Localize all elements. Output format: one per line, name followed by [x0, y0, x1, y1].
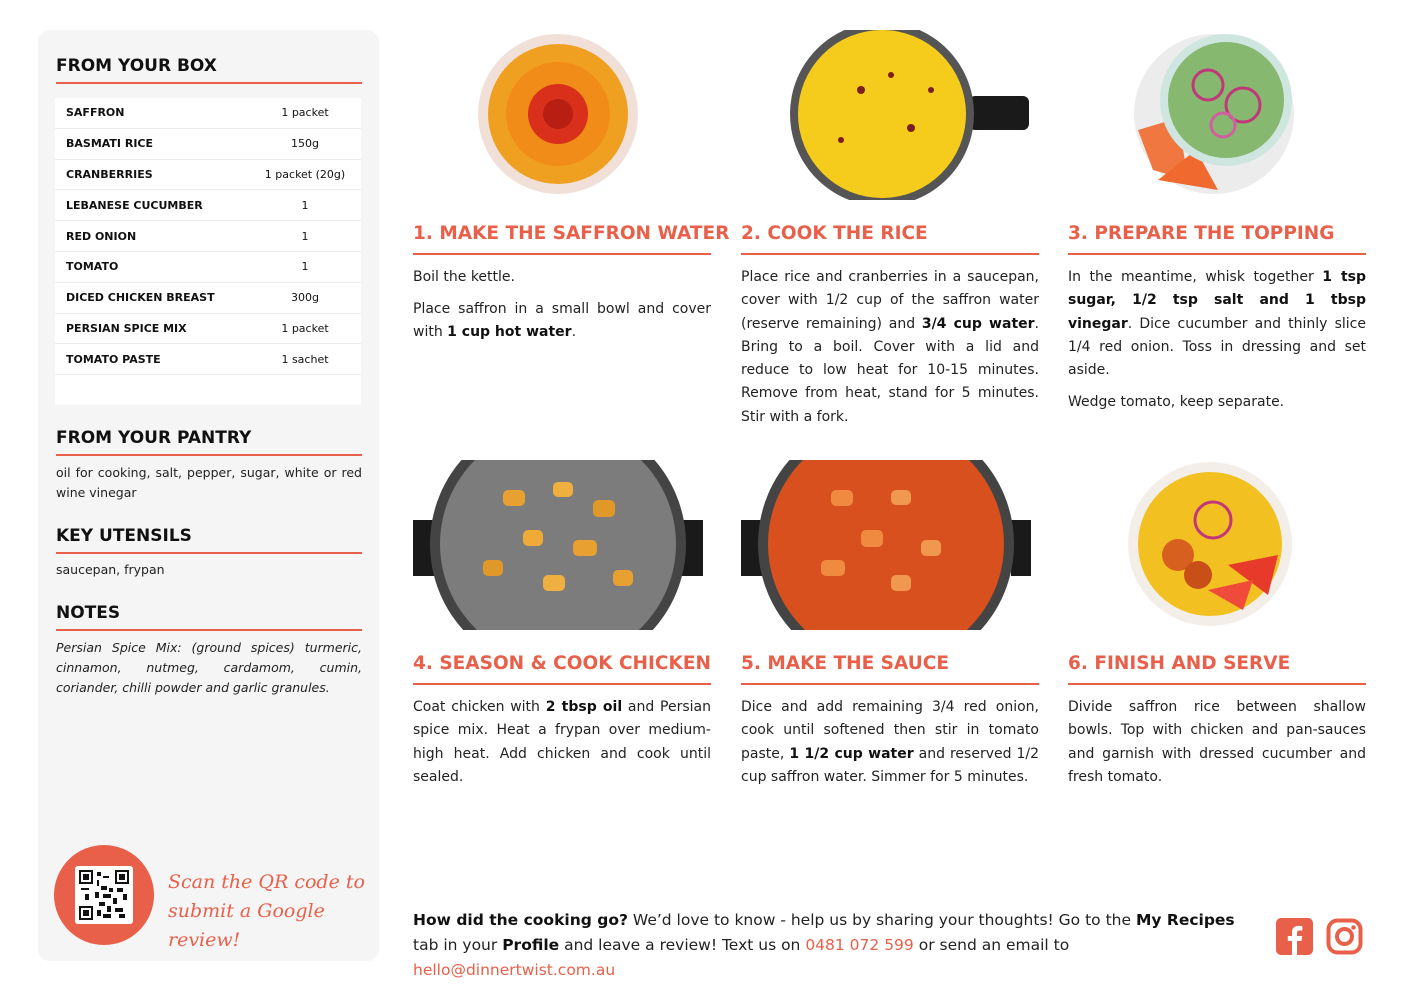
step-4-title: 4. SEASON & COOK CHICKEN — [413, 653, 711, 674]
ingredient-qty: 1 packet — [281, 106, 329, 120]
ingredient-qty: 1 packet (20g) — [264, 167, 346, 181]
step-emphasis: 1 tsp sugar, 1/2 tsp salt and 1 tbsp vinegar — [1068, 269, 1366, 332]
step-3 — [1068, 30, 1366, 450]
step-1-title: 1. MAKE THE SAFFRON WATER — [413, 223, 730, 244]
ingredient-name: TOMATO — [66, 260, 119, 274]
served-bowl-photo — [1068, 460, 1366, 630]
step-4-body — [413, 696, 711, 798]
step-paragraph — [1068, 266, 1366, 382]
step-4-rule — [413, 683, 711, 685]
step-text: Place rice and cranberries in a saucepan, cover with 1/2 cup of the saffron water (reserve remaining) and — [741, 269, 1039, 332]
step-1-rule — [413, 253, 711, 255]
phone-link[interactable]: 0481 072 599 — [805, 936, 914, 954]
step-3-rule — [1068, 253, 1366, 255]
box-heading-rule — [56, 82, 362, 84]
ingredient-qty: 1 — [301, 260, 309, 274]
ingredient-name: LEBANESE CUCUMBER — [66, 198, 203, 212]
utensils-text: saucepan, frypan — [56, 562, 165, 577]
step-text: In the meantime, whisk together — [1068, 269, 1323, 285]
step-2-rule — [741, 253, 1039, 255]
qr-caption — [168, 868, 368, 955]
ingredient-name: BASMATI RICE — [66, 137, 154, 151]
step-text: Divide saffron rice between shallow bowls. Top with chicken and pan-sauces and garnish with dressed cucumber and fresh tomato. — [1068, 699, 1366, 785]
ingredient-qty: 150g — [291, 137, 319, 151]
utensils-heading-rule — [56, 552, 362, 554]
pantry-heading-rule — [56, 454, 362, 456]
chicken-frypan-photo — [413, 460, 711, 630]
pantry-heading: FROM YOUR PANTRY — [56, 428, 252, 448]
step-text: Dice and add remaining 3/4 red onion, cook until softened then stir in tomato paste, — [741, 699, 1039, 762]
ingredient-name: CRANBERRIES — [66, 167, 153, 181]
step-text: and reserved 1/2 cup saffron water. Simmer for 5 minutes. — [741, 745, 1040, 785]
ingredient-row — [55, 252, 361, 283]
step-4 — [413, 460, 711, 880]
step-1-body — [413, 266, 711, 353]
rice-saucepan-photo — [741, 30, 1039, 200]
step-5 — [741, 460, 1039, 880]
pantry-text: oil for cooking, salt, pepper, sugar, white or red wine vinegar — [56, 465, 362, 500]
footer-question: How did the cooking go? — [413, 911, 628, 929]
step-paragraph — [741, 696, 1039, 789]
ingredient-name: RED ONION — [66, 229, 137, 243]
ingredient-qty: 1 — [301, 229, 309, 243]
ingredient-qty: 300g — [291, 291, 319, 305]
footer-profile: Profile — [502, 936, 560, 954]
step-6-title: 6. FINISH AND SERVE — [1068, 653, 1291, 674]
ingredient-qty: 1 — [301, 198, 309, 212]
step-6 — [1068, 460, 1366, 880]
instagram-icon[interactable] — [1326, 918, 1363, 955]
step-1 — [413, 30, 730, 450]
ingredient-row — [55, 344, 361, 375]
ingredient-row — [55, 190, 361, 221]
step-2-title: 2. COOK THE RICE — [741, 223, 928, 244]
step-text: Coat chicken with — [413, 699, 546, 715]
notes-text: Persian Spice Mix: (ground spices) turmeric, cinnamon, nutmeg, cardamom, cumin, coriander, chilli powder and garlic granules. — [56, 640, 362, 695]
sidebar — [38, 30, 379, 961]
step-3-title: 3. PREPARE THE TOPPING — [1068, 223, 1335, 244]
ingredient-row — [55, 160, 361, 191]
footer-my-recipes: My Recipes — [1135, 911, 1235, 929]
sauce-frypan-photo — [741, 460, 1039, 630]
step-text: Place saffron in a small bowl and cover with — [413, 300, 711, 341]
step-emphasis: 1 1/2 cup water — [789, 745, 914, 762]
footer-text-3: and leave a review! Text us on — [559, 936, 806, 954]
ingredient-qty: 1 sachet — [281, 352, 329, 366]
ingredient-name: DICED CHICKEN BREAST — [66, 291, 215, 305]
step-text: . — [571, 324, 577, 341]
step-text: Boil the kettle. — [413, 269, 515, 285]
step-3-body — [1068, 266, 1366, 423]
qr-caption-line-2: submit a Google review! — [168, 900, 325, 951]
notes-heading-rule — [56, 629, 362, 631]
ingredient-row — [55, 314, 361, 345]
utensils-heading: KEY UTENSILS — [56, 526, 192, 546]
footer-text-4: or send an email to — [913, 936, 1070, 954]
ingredient-row — [55, 283, 361, 314]
qr-badge[interactable] — [54, 845, 154, 945]
qr-caption-line-1: Scan the QR code to — [168, 871, 365, 893]
step-5-title: 5. MAKE THE SAUCE — [741, 653, 949, 674]
step-text: . Dice cucumber and thinly slice 1/4 red onion. Toss in dressing and set aside. — [1068, 315, 1366, 379]
step-paragraph — [741, 266, 1039, 429]
step-emphasis: 1 cup hot water — [447, 324, 572, 341]
step-paragraph — [413, 696, 711, 789]
step-paragraph — [413, 298, 711, 345]
facebook-icon[interactable] — [1276, 918, 1313, 955]
review-footer — [413, 908, 1258, 983]
step-2-body — [741, 266, 1039, 438]
step-emphasis: 2 tbsp oil — [545, 699, 623, 715]
step-text: . Bring to a boil. Cover with a lid and reduce to low heat for 10-15 minutes. Remove from heat, stand for 5 minutes. Stir with a fork. — [741, 315, 1039, 425]
step-emphasis: 3/4 cup water — [921, 315, 1035, 332]
step-6-body — [1068, 696, 1366, 798]
ingredient-row — [55, 221, 361, 252]
ingredient-row — [55, 98, 361, 129]
saffron-water-photo — [413, 30, 711, 200]
notes-heading: NOTES — [56, 603, 121, 623]
ingredient-row — [55, 129, 361, 160]
ingredient-name: PERSIAN SPICE MIX — [66, 321, 187, 335]
step-2 — [741, 30, 1039, 450]
ingredients-table — [55, 98, 361, 405]
step-5-body — [741, 696, 1039, 798]
step-paragraph — [1068, 391, 1366, 414]
ingredient-qty: 1 packet — [281, 321, 329, 335]
step-6-rule — [1068, 683, 1366, 685]
email-link[interactable]: hello@dinnertwist.com.au — [413, 961, 616, 979]
topping-bowl-photo — [1068, 30, 1366, 200]
step-paragraph — [1068, 696, 1366, 789]
qr-code-icon[interactable] — [75, 866, 133, 924]
step-paragraph — [413, 266, 711, 289]
ingredient-name: TOMATO PASTE — [66, 352, 161, 366]
step-5-rule — [741, 683, 1039, 685]
footer-text-2: tab in your — [413, 936, 503, 954]
step-text: Wedge tomato, keep separate. — [1068, 393, 1285, 410]
ingredient-name: SAFFRON — [66, 106, 125, 120]
footer-text-1: We’d love to know - help us by sharing your thoughts! Go to the — [627, 911, 1136, 929]
step-text: and Persian spice mix. Heat a frypan over medium-high heat. Add chicken and cook until sealed. — [413, 699, 712, 785]
box-heading: FROM YOUR BOX — [56, 56, 217, 76]
